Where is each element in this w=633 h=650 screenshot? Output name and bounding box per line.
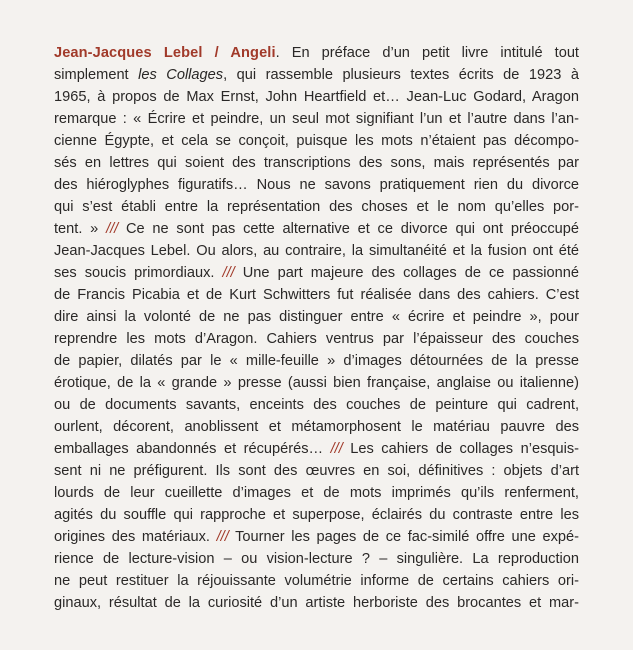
body-text: simplement — [54, 67, 139, 83]
body-text: . En préface d’un petit livre intitulé tout — [275, 45, 579, 61]
text-line — [54, 460, 579, 482]
text-line — [54, 592, 579, 614]
body-text: qui s’est établi entre la représentation des choses et le nom qu’elles por- — [54, 199, 579, 215]
body-text: reprendre les mots d’Aragon. Cahiers ventrus par l’épaisseur des couches — [54, 331, 579, 347]
body-text: érotique, de la « grande » presse (aussi bien française, anglaise ou italienne) — [54, 375, 579, 391]
text-line — [54, 416, 579, 438]
body-text: ne peut restituer la réjouissante volumétrie informe de certains cahiers ori- — [54, 573, 579, 589]
section-separator: /// — [106, 221, 119, 237]
text-line — [54, 284, 579, 306]
body-text: ginaux, résultat de la curiosité d’un artiste herboriste des brocantes et mar- — [54, 595, 579, 611]
text-line — [54, 570, 579, 592]
text-line — [54, 394, 579, 416]
book-title: les Collages — [138, 67, 224, 83]
section-separator: /// — [330, 441, 343, 457]
text-line — [54, 548, 579, 570]
text-line — [54, 196, 579, 218]
author-heading: Jean-Jacques Lebel / Angeli — [54, 45, 276, 61]
body-text: 1965, à propos de Max Ernst, John Heartfield et… Jean-Luc Godard, Aragon — [54, 89, 579, 105]
text-line — [54, 42, 579, 64]
body-text: Une part majeure des collages de ce passionné — [234, 265, 579, 281]
body-text: emballages abandonnés et récupérés… — [54, 441, 331, 457]
text-line — [54, 438, 579, 460]
text-line — [54, 306, 579, 328]
section-separator: /// — [216, 529, 229, 545]
text-line — [54, 372, 579, 394]
body-text: Tourner les pages de ce fac-similé offre une expé- — [228, 529, 579, 545]
text-line — [54, 86, 579, 108]
text-line — [54, 350, 579, 372]
body-text: sent ni ne préfigurent. Ils sont des œuvres en soi, définitives : objets d’art — [54, 463, 579, 479]
text-line — [54, 262, 579, 284]
text-line — [54, 130, 579, 152]
body-text: origines des matériaux. — [54, 529, 217, 545]
body-text: rience de lecture-vision – ou vision-lecture ? – singulière. La reproduction — [54, 551, 579, 567]
text-line — [54, 218, 579, 240]
body-text: Jean-Jacques Lebel. Ou alors, au contraire, la simultanéité et la fusion ont été — [54, 243, 579, 259]
body-text: de papier, dilatés par le « mille-feuille » d’images détournées de la presse — [54, 353, 579, 369]
body-paragraph — [54, 42, 579, 614]
body-text: ourlent, décorent, anoblissent et métamorphosent le matériau pauvre des — [54, 419, 579, 435]
text-line — [54, 526, 579, 548]
text-line — [54, 174, 579, 196]
body-text: ou de documents savants, enceints des couches de peinture qui cadrent, — [54, 397, 579, 413]
body-text: cienne Égypte, et cela se conçoit, puisque les mots n’étaient pas décompo- — [54, 133, 579, 149]
body-text: ses soucis primordiaux. — [54, 265, 223, 281]
text-line — [54, 108, 579, 130]
body-text: sés en lettres qui soient des transcriptions des sons, mais représentés par — [54, 155, 579, 171]
body-text: Les cahiers de collages n’esquis- — [342, 441, 579, 457]
body-text: de Francis Picabia et de Kurt Schwitters fut réalisée dans des cahiers. C’est — [54, 287, 579, 303]
body-text: agités du souffle qui rapproche et superpose, éclairés du contraste entre les — [54, 507, 579, 523]
body-text: tent. » — [54, 221, 107, 237]
text-line — [54, 152, 579, 174]
body-text: lourds de leur cueillette d’images et de mots imprimés qu’ils renferment, — [54, 485, 579, 501]
body-text: Ce ne sont pas cette alternative et ce divorce qui ont préoccupé — [118, 221, 580, 237]
text-line — [54, 64, 579, 86]
body-text: dire ainsi la volonté de ne pas distinguer entre « écrire et peindre », pour — [54, 309, 579, 325]
body-text: remarque : « Écrire et peindre, un seul mot signifiant l’un et l’autre dans l’an- — [54, 111, 579, 127]
body-text: , qui rassemble plusieurs textes écrits de 1923 à — [223, 67, 579, 83]
section-separator: /// — [222, 265, 235, 281]
text-line — [54, 240, 579, 262]
text-line — [54, 504, 579, 526]
text-line — [54, 328, 579, 350]
text-line — [54, 482, 579, 504]
body-text: des hiéroglyphes figuratifs… Nous ne savons pratiquement rien du divorce — [54, 177, 579, 193]
